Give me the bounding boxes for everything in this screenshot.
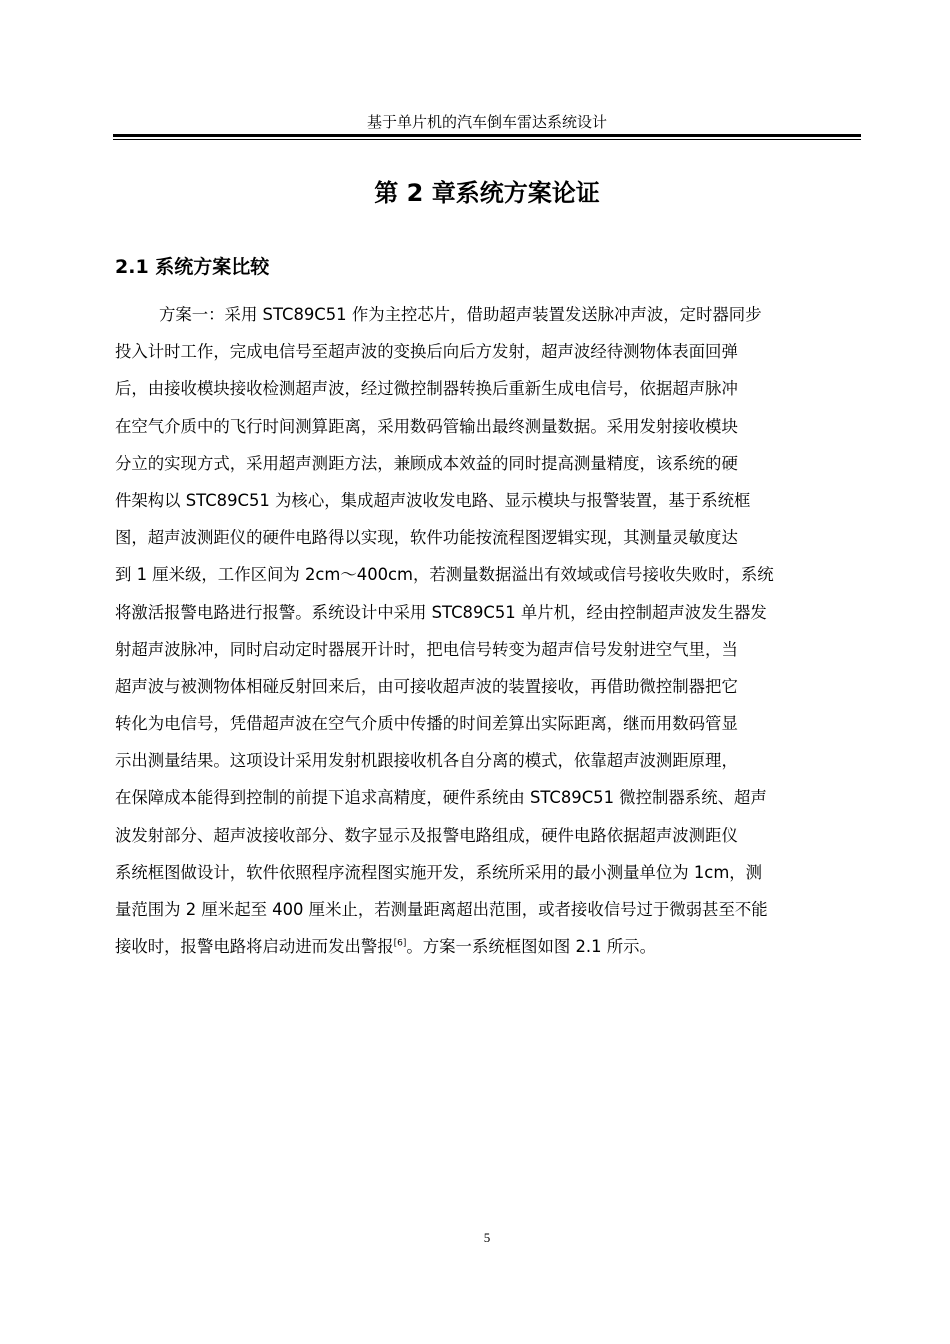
body-line: 转化为电信号，凭借超声波在空气介质中传播的时间差算出实际距离，继而用数码管显 <box>115 714 738 734</box>
header-rule-thick <box>113 134 861 137</box>
body-text: 。方案一系统框图如图 2.1 所示。 <box>406 937 656 957</box>
body-line: 投入计时工作，完成电信号至超声波的变换后向后方发射，超声波经待测物体表面回弹 <box>115 342 738 362</box>
section-title: 2.1 系统方案比较 <box>115 256 270 278</box>
body-line: 量范围为 2 厘米起至 400 厘米止，若测量距离超出范围，或者接收信号过于微弱甚至不能 <box>115 900 768 919</box>
body-line: 将激活报警电路进行报警。系统设计中采用 STC89C51 单片机，经由控制超声波发生器发 <box>115 602 767 622</box>
body-line: 件架构以 STC89C51 为核心，集成超声波收发电路、显示模块与报警装置，基于系统框 <box>115 490 751 510</box>
body-line: 分立的实现方式，采用超声测距方法，兼顾成本效益的同时提高测量精度，该系统的硬 <box>115 453 738 473</box>
body-line: 在空气介质中的飞行时间测算距离，采用数码管输出最终测量数据。采用发射接收模块 <box>115 416 738 436</box>
body-line: 超声波与被测物体相碰反射回来后，由可接收超声波的装置接收，再借助微控制器把它 <box>115 676 738 696</box>
body-line: 在保障成本能得到控制的前提下追求高精度，硬件系统由 STC89C51 微控制器系统、超声 <box>115 788 767 808</box>
body-line: 波发射部分、超声波接收部分、数字显示及报警电路组成，硬件电路依据超声波测距仪 <box>115 825 738 845</box>
body-line: 方案一：采用 STC89C51 作为主控芯片，借助超声装置发送脉冲声波，定时器同步 <box>159 305 762 324</box>
body-line: 系统框图做设计，软件依照程序流程图实施开发，系统所采用的最小测量单位为 1cm，测 <box>115 862 763 882</box>
chapter-title: 第 2 章系统方案论证 <box>374 179 600 207</box>
body-line: 示出测量结果。这项设计采用发射机跟接收机各自分离的模式，依靠超声波测距原理， <box>115 751 738 771</box>
body-line-last <box>115 932 860 969</box>
body-paragraph <box>115 300 860 969</box>
page-number: 5 <box>483 1230 491 1245</box>
body-line: 到 1 厘米级，工作区间为 2cm～400cm，若测量数据溢出有效域或信号接收失败时，系统 <box>115 565 774 585</box>
body-line: 后，由接收模块接收检测超声波，经过微控制器转换后重新生成电信号，依据超声脉冲 <box>115 379 738 399</box>
header-rule-thin <box>113 139 861 140</box>
running-header: 基于单片机的汽车倒车雷达系统设计 <box>366 113 607 131</box>
body-text: 接收时，报警电路将启动进而发出警报 <box>115 937 394 957</box>
body-line: 射超声波脉冲，同时启动定时器展开计时，把电信号转变为超声信号发射进空气里，当 <box>115 639 738 659</box>
body-line: 图，超声波测距仪的硬件电路得以实现，软件功能按流程图逻辑实现，其测量灵敏度达 <box>115 528 738 548</box>
citation-reference[interactable]: [6] <box>393 938 407 949</box>
